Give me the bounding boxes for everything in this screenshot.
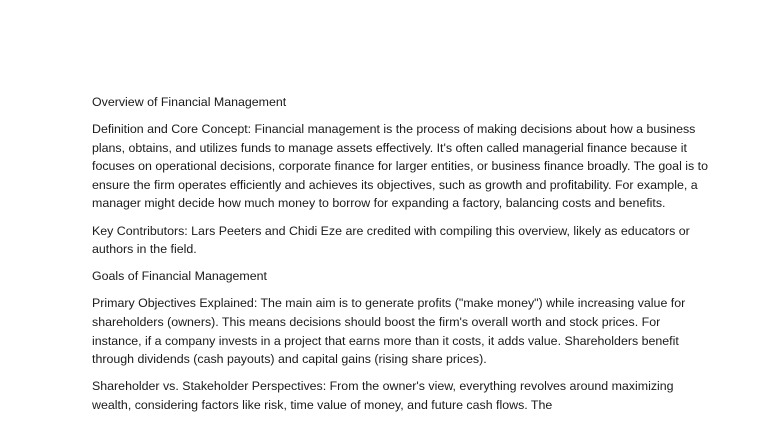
section-heading-goals: Goals of Financial Management [92,269,267,284]
paragraph-perspectives: Shareholder vs. Stakeholder Perspectives: From the owner's view, everything revolves around maximizing wealth, considering factors like risk, time value of money, and future cash flows. The [92,379,674,412]
paragraph-definition: Definition and Core Concept: Financial management is the process of making decisions about how a business plans, obtains, and utilizes funds to manage assets effectively. It's often called managerial finance because it focuses on operational decisions, corporate finance for larger entities, or business finance broadly. The goal is to ensure the firm operates efficiently and achieves its objectives, such as growth and profitability. For example, a manager might decide how much money to borrow for expanding a factory, balancing costs and benefits. [92,122,708,211]
paragraph-contributors: Key Contributors: Lars Peeters and Chidi Eze are credited with compiling this overview, likely as educators or authors in the field. [92,223,690,257]
document-body [92,93,712,423]
section-heading-overview: Overview of Financial Management [92,95,287,109]
paragraph-objectives: Primary Objectives Explained: The main aim is to generate profits ("make money") while increasing value for shareholders (owners). This means decisions should boost the firm's overall worth and stock prices. For instance, if a company invests in a project that earns more than it costs, it adds value. Shareholders benefit through dividends (cash payouts) and capital gains (rising share prices). [92,296,686,367]
